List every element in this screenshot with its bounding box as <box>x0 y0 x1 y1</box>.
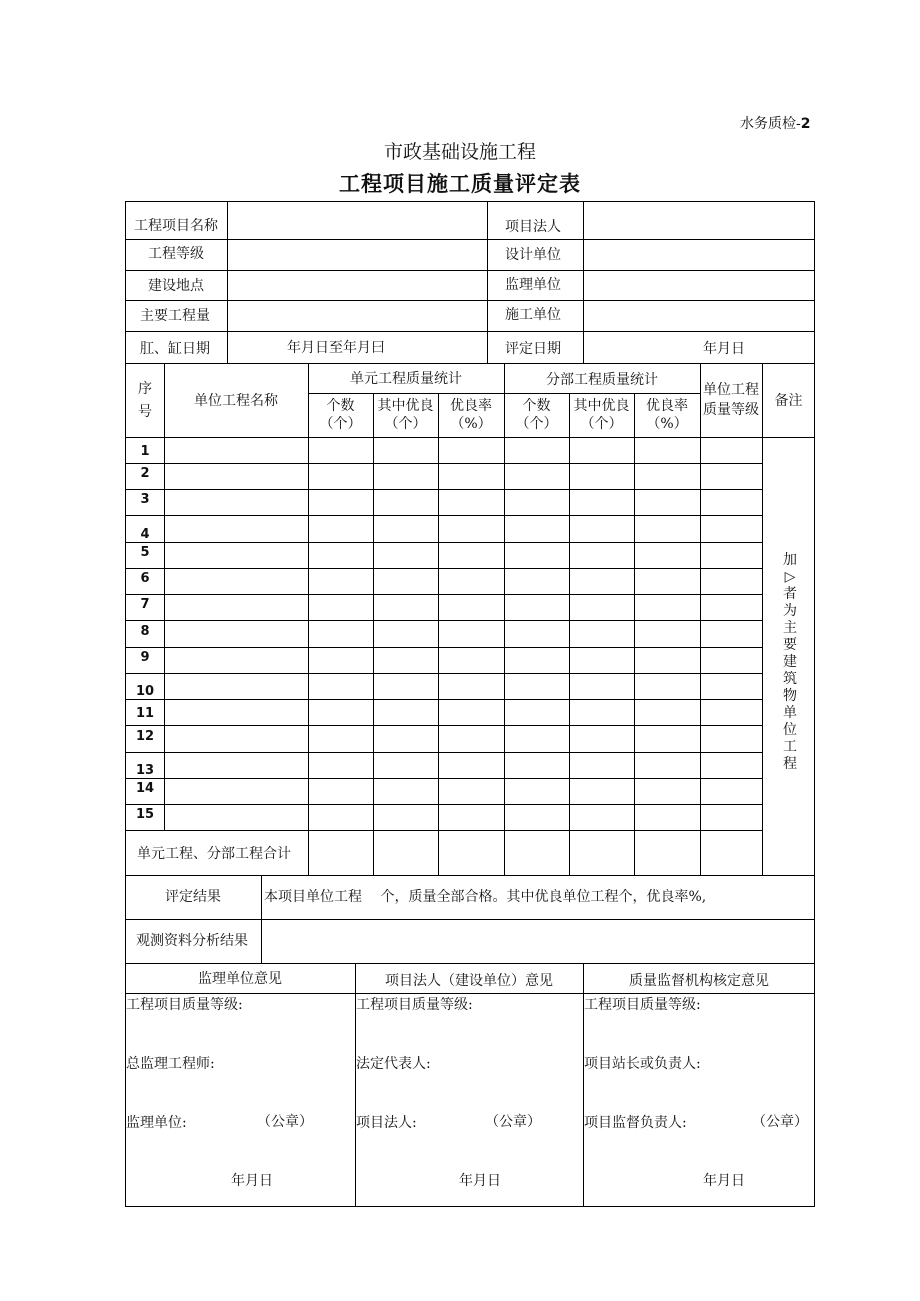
evaluation-result-text: 本项目单位工程 个，质量全部合格。其中优良单位工程个，优良率%, <box>264 889 707 905</box>
row-number: 3 <box>140 492 150 507</box>
v-line <box>261 875 262 963</box>
v-line <box>569 393 570 875</box>
h-line <box>125 673 762 674</box>
unit-grade-header-line2: 质量等级 <box>703 402 759 418</box>
row-number: 7 <box>140 597 150 612</box>
remark-char: 物 <box>783 688 797 704</box>
v-line <box>438 393 439 875</box>
row-number: 9 <box>140 650 150 665</box>
v-line <box>634 393 635 875</box>
row-number: 15 <box>135 807 155 822</box>
row-number: 13 <box>135 763 155 778</box>
design-unit-label: 设计单位 <box>505 247 561 263</box>
document-code-prefix: 水务质检- <box>740 116 801 132</box>
h-line <box>125 963 815 964</box>
remark-char: 工 <box>783 739 797 755</box>
part-count-header: 个数 <box>522 398 551 414</box>
row-number: 1 <box>140 444 150 459</box>
legal-representative-label: 法定代表人: <box>356 1056 431 1072</box>
remark-char: 单 <box>783 705 797 721</box>
owner-seal-label: （公章） <box>485 1114 541 1130</box>
period-label: 肛、缸日期 <box>140 341 210 357</box>
element-count-header: 个数 <box>326 398 355 414</box>
h-line <box>125 725 762 726</box>
element-count-unit: （个） <box>319 416 362 432</box>
unit-grade-header-line1: 单位工程 <box>703 382 759 398</box>
document-subtitle: 市政基础设施工程 <box>383 141 536 163</box>
v-line <box>164 363 165 830</box>
station-head-label: 项目站长或负责人: <box>584 1056 701 1072</box>
legal-entity-label: 项目法人 <box>505 219 561 235</box>
h-line <box>125 437 815 438</box>
owner-date-label: 年月日 <box>459 1173 501 1189</box>
supervisor-seal-label: （公章） <box>257 1114 313 1130</box>
remark-char: 位 <box>783 722 797 738</box>
element-excellent-header: 其中优良 <box>377 398 434 414</box>
h-line <box>125 620 762 621</box>
supervisor-date-label: 年月日 <box>231 1173 273 1189</box>
h-line <box>125 804 762 805</box>
agency-seal-label: （公章） <box>752 1114 808 1130</box>
h-line <box>125 594 762 595</box>
element-stats-header: 单元工程质量统计 <box>350 371 462 387</box>
unit-name-header: 单位工程名称 <box>194 393 278 409</box>
h-line <box>125 300 815 301</box>
remark-header: 备注 <box>774 393 803 409</box>
remark-char: ▷ <box>784 569 796 585</box>
v-line <box>762 363 763 875</box>
total-row-label: 单元工程、分部工程合计 <box>137 846 291 862</box>
h-line <box>125 699 762 700</box>
h-line <box>125 331 815 332</box>
evaluation-result-label: 评定结果 <box>165 889 221 905</box>
v-line <box>487 201 488 363</box>
owner-unit-label: 项目法人: <box>356 1115 417 1131</box>
document-title: 工程项目施工质量评定表 <box>339 172 581 196</box>
element-excellent-unit: （个） <box>384 416 427 432</box>
agency-grade-label: 工程项目质量等级: <box>584 997 701 1013</box>
row-number: 5 <box>140 545 150 560</box>
remark-char: 程 <box>783 756 797 772</box>
supervisor-grade-label: 工程项目质量等级: <box>126 997 243 1013</box>
row-number: 12 <box>135 729 155 744</box>
project-grade-label: 工程等级 <box>148 246 204 262</box>
evaluation-date-label: 评定日期 <box>505 341 561 357</box>
h-line <box>125 752 762 753</box>
observation-analysis-label: 观测资料分析结果 <box>136 933 248 949</box>
part-rate-unit: （%） <box>646 416 688 432</box>
v-line <box>583 201 584 363</box>
h-line <box>125 463 762 464</box>
seq-header-line2: 号 <box>138 404 152 420</box>
remark-vertical-text <box>770 552 810 773</box>
part-count-unit: （个） <box>515 416 558 432</box>
row-number: 6 <box>140 571 150 586</box>
project-name-label: 工程项目名称 <box>134 218 218 234</box>
h-line <box>125 830 762 831</box>
h-line <box>125 993 815 994</box>
row-number: 14 <box>135 781 155 796</box>
h-line <box>125 239 815 240</box>
owner-grade-label: 工程项目质量等级: <box>356 997 473 1013</box>
owner-opinion-header: 项目法人（建设单位）意见 <box>385 973 553 989</box>
h-line <box>125 647 762 648</box>
part-stats-header: 分部工程质量统计 <box>546 372 658 388</box>
h-line <box>125 515 762 516</box>
remark-char: 主 <box>783 620 797 636</box>
remark-char: 建 <box>783 654 797 670</box>
v-line <box>700 363 701 875</box>
remark-char: 加 <box>783 552 797 568</box>
part-excellent-header: 其中优良 <box>573 398 630 414</box>
row-number: 10 <box>135 684 155 699</box>
h-line <box>125 489 762 490</box>
v-line <box>373 393 374 875</box>
supervisor-opinion-header: 监理单位意见 <box>198 971 282 987</box>
remark-char: 为 <box>783 603 797 619</box>
supervisor-unit-label: 监理单位: <box>126 1115 187 1131</box>
v-line <box>308 363 309 875</box>
site-label: 建设地点 <box>148 278 204 294</box>
main-quantity-label: 主要工程量 <box>140 308 210 324</box>
agency-unit-label: 项目监督负责人: <box>584 1115 687 1131</box>
agency-date-label: 年月日 <box>703 1173 745 1189</box>
h-line <box>125 363 815 364</box>
h-line <box>125 919 815 920</box>
element-rate-header: 优良率 <box>450 398 492 414</box>
supervision-unit-label: 监理单位 <box>505 277 561 293</box>
v-line <box>504 363 505 875</box>
document-code-number: 2 <box>800 116 811 132</box>
element-rate-unit: （%） <box>450 416 492 432</box>
h-line <box>125 568 762 569</box>
construction-unit-label: 施工单位 <box>505 307 561 323</box>
seq-header-line1: 序 <box>138 381 152 397</box>
part-excellent-unit: （个） <box>580 416 623 432</box>
remark-char: 者 <box>783 586 797 602</box>
h-line <box>125 875 815 876</box>
remark-char: 筑 <box>783 671 797 687</box>
part-rate-header: 优良率 <box>646 398 688 414</box>
remark-char: 要 <box>783 637 797 653</box>
v-line <box>227 201 228 363</box>
h-line <box>125 542 762 543</box>
row-number: 2 <box>140 466 150 481</box>
h-line <box>125 778 762 779</box>
chief-supervisor-label: 总监理工程师: <box>126 1056 215 1072</box>
row-number: 8 <box>140 624 150 639</box>
h-line <box>125 270 815 271</box>
row-number: 11 <box>135 706 155 721</box>
period-value: 年月日至年月曰 <box>287 340 385 356</box>
row-number: 4 <box>140 527 150 542</box>
evaluation-date-value: 年月日 <box>703 341 745 357</box>
document-code <box>740 113 810 133</box>
agency-opinion-header: 质量监督机构核定意见 <box>629 973 769 989</box>
